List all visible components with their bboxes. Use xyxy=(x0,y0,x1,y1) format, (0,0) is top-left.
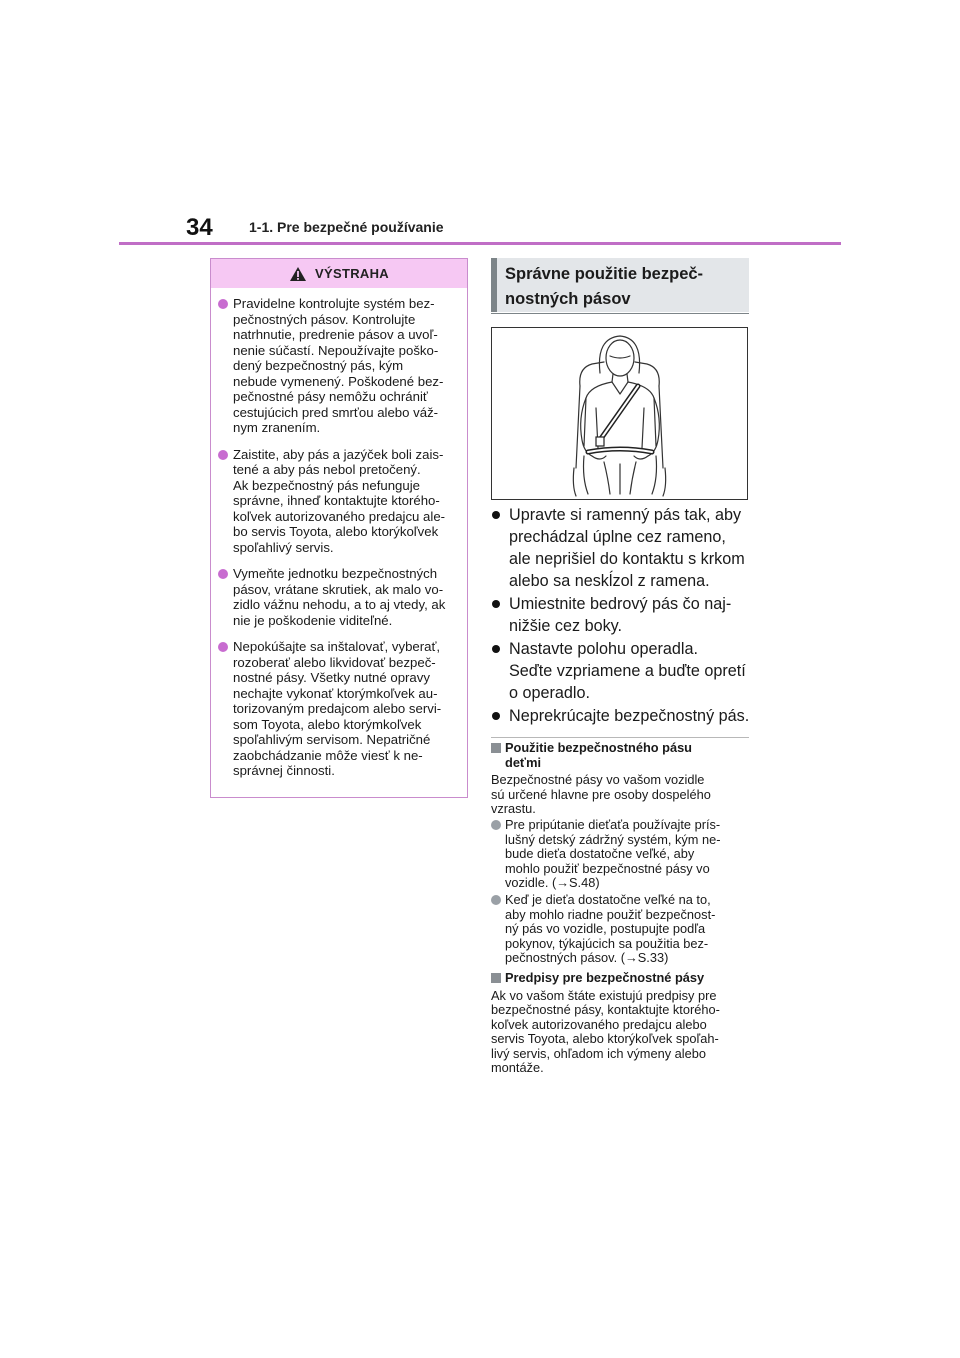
warning-item xyxy=(218,566,461,628)
note-heading xyxy=(491,971,753,986)
warning-text: Zaistite, aby pás a jazýček boli zais- tené a aby pás nebol pretočený. Ak bezpečnostný pás nefunguje správne, ihneď kontaktujte ktorého- koľvek autorizovaného predajcu ale- bo servis Toyota, alebo ktorýkoľvek spoľahlivý servis. xyxy=(233,446,446,555)
section-heading-box xyxy=(491,258,749,312)
square-bullet-icon xyxy=(491,743,501,753)
note-item xyxy=(491,818,753,891)
note-item-text: Keď je dieťa dostatočne veľké na to, aby mohlo riadne použiť bezpečnost- ný pás vo vozidle, postupujte podľa pokynov, týkajúcich sa použitia bez- pečnostných pásov. (→S.33) xyxy=(505,891,716,966)
warning-header xyxy=(211,259,467,288)
warning-text: Nepokúšajte sa inštalovať, vyberať, rozoberať alebo likvidovať bezpeč- nostné pásy. Všetky nutné opravy nechajte vykonať ktorýmkoľvek au- torizovaným predajcom alebo servi- som Toyota, alebo ktorýmkoľvek spoľahlivým servisom. Nepatričné zaobchádzanie môže viesť k ne- správnej činnosti. xyxy=(233,639,442,778)
warning-text: Pravidelne kontrolujte systém bez- pečnostných pásov. Kontrolujte natrhnutie, predrenie pásov a uvoľ- nenie súčastí. Nepoužívajte poško- dený bezpečnostný pás, kým nebude vymenený. Poškodené bez- pečnostné pásy nemôžu ochrániť cestujúcich pred smrťou alebo váž- nym zranením. xyxy=(233,296,444,435)
note-body: Bezpečnostné pásy vo vašom vozidle sú určené hlavne pre osoby dospelého vzrastu. xyxy=(491,772,711,817)
note-item xyxy=(491,893,753,966)
note-heading-text: Predpisy pre bezpečnostné pásy xyxy=(505,969,705,985)
note-body: Ak vo vašom štáte existujú predpisy pre bezpečnostné pásy, kontaktujte ktorého- koľvek autorizovaného predajcu alebo servis Toyota, alebo ktorýkoľvek spoľah- livý servis, ohľadom ich výmeny alebo montáže. xyxy=(491,987,720,1076)
warning-triangle-icon xyxy=(289,266,307,282)
section-title: Správne použitie bezpeč- nostných pásov xyxy=(505,265,704,308)
instruction-item xyxy=(491,504,761,592)
square-bullet-icon xyxy=(491,973,501,983)
warning-item xyxy=(218,296,461,436)
bullet-dot-icon xyxy=(218,299,228,309)
chapter-title: 1-1. Pre bezpečné používanie xyxy=(249,219,444,235)
bullet-dot-icon xyxy=(492,645,500,653)
bullet-dot-icon xyxy=(492,511,500,519)
instruction-text: Upravte si ramenný pás tak, aby prechádzal úplne cez rameno, ale neprišiel do kontaktu s krkom alebo sa neskĺzol z ramena. xyxy=(509,506,745,590)
warning-text: Vymeňte jednotku bezpečnostných pásov, vrátane skrutiek, ak malo vo- zidlo vážnu nehodu, a to aj vtedy, ak nie je poškodenie viditeľné. xyxy=(233,566,446,628)
page-number: 34 xyxy=(186,214,213,241)
warning-item xyxy=(218,447,461,556)
bullet-dot-icon xyxy=(218,642,228,652)
bullet-dot-icon xyxy=(492,600,500,608)
warning-list xyxy=(211,288,467,779)
instruction-text: Neprekrúcajte bezpečnostný pás. xyxy=(509,707,750,725)
warning-title: VÝSTRAHA xyxy=(315,266,389,281)
seated-person-with-seatbelt-icon xyxy=(492,328,747,499)
warning-item xyxy=(218,639,461,779)
instruction-text: Nastavte polohu operadla. Seďte vzpriamene a buďte opretí o operadlo. xyxy=(509,640,746,702)
bullet-dot-icon xyxy=(218,450,228,460)
bullet-dot-icon xyxy=(218,569,228,579)
note-heading-text: Použitie bezpečnostného pásu deťmi xyxy=(505,740,692,770)
instruction-item xyxy=(491,705,761,727)
note-item-text: Pre pripútanie dieťaťa používajte prís- lušný detský zádržný systém, kým ne- bude dieťa dostatočne veľké, aby mohlo použiť bezpečnostné pásy vo vozidle. (→S.48) xyxy=(505,816,721,891)
bullet-dot-icon xyxy=(492,712,500,720)
instruction-list xyxy=(491,504,761,728)
warning-box xyxy=(210,258,468,798)
seatbelt-illustration xyxy=(491,327,748,500)
notes-rule xyxy=(491,737,749,738)
bullet-dot-icon xyxy=(491,895,501,905)
note-heading xyxy=(491,741,753,770)
section-rule xyxy=(491,313,749,314)
notes-section xyxy=(491,741,753,1077)
bullet-dot-icon xyxy=(491,820,501,830)
instruction-text: Umiestnite bedrový pás čo naj- nižšie cez boky. xyxy=(509,595,732,635)
header-rule xyxy=(119,242,841,245)
instruction-item xyxy=(491,638,761,704)
instruction-item xyxy=(491,593,761,637)
